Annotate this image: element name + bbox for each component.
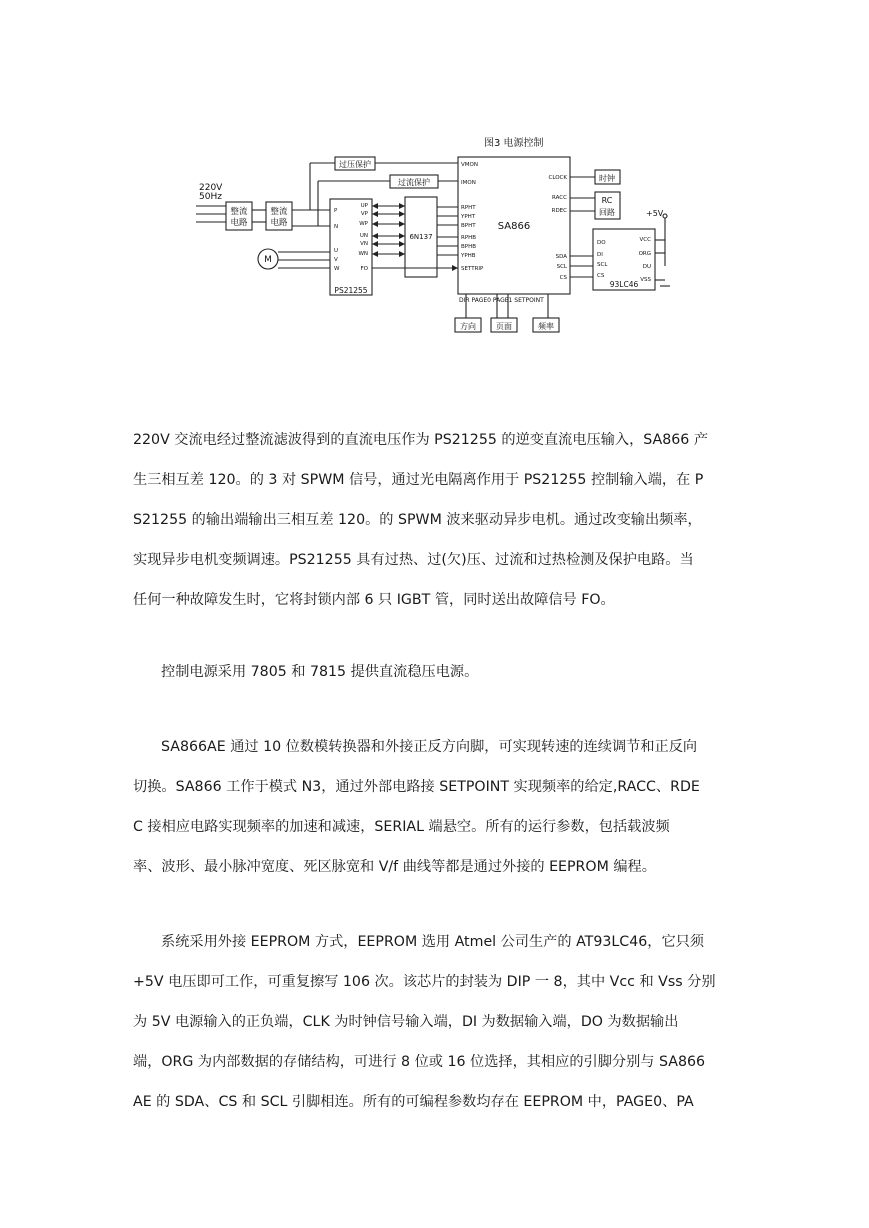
sa866-left-pin-8: SETTRIP [461,266,484,272]
sa866-right-pin-3: SDA [555,254,567,260]
paragraph-1-line-1: 220V 交流电经过整流滤波得到的直流电压作为 PS21255 的逆变直流电压输入，SA866 产 [133,432,709,448]
sa866-left-pin-5: RPHB [461,235,477,241]
rectifier-2-label: 整流 [270,207,288,217]
sa866-right-pin-5: CS [559,275,567,281]
sa866-left-pin-4: BPHT [461,223,476,229]
paragraph-1-line-3: S21255 的输出端输出三相互差 120。的 SPWM 波来驱动异步电机。通过改变输出频率， [133,512,702,528]
rectifier-2-label-2: 电路 [270,218,288,228]
figure-title: 图3 电源控制 [484,138,544,149]
ps21255-left-pin-0: P [334,208,338,214]
paragraph-4-line-1: 系统采用外接 EEPROM 方式，EEPROM 选用 Atmel 公司生产的 AT93LC46，它只须 [161,934,705,950]
direction-label: 方向 [460,322,476,331]
ps21255-right-pin-4: VN [360,241,368,247]
sa866-right-pin-1: RACC [552,195,567,201]
ps21255-left-pin-4: W [334,266,340,272]
eeprom-left-pin-3: CS [597,273,605,279]
sa866-right-pin-2: RDEC [551,208,567,214]
ps21255-right-pin-1: VP [360,211,368,217]
eeprom-label: 93LC46 [609,280,639,289]
sa866-left-pin-1: IMON [461,180,476,186]
eeprom-right-pin-3: VSS [640,277,651,283]
clock-label: 时钟 [599,174,615,183]
overcurrent-label: 过流保护 [398,178,430,187]
sa866-right-pin-0: CLOCK [548,175,567,181]
ps21255-right-pin-2: WP [359,221,368,227]
paragraph-3-line-2: 切换。SA866 工作于模式 N3，通过外部电路接 SETPOINT 实现频率的给定,RACC、RDE [133,779,700,795]
motor-label: M [264,255,272,265]
sa866-right-pin-4: SCL [556,264,567,270]
ps21255-left-pin-1: N [334,224,339,230]
rectifier-1-label-2: 电路 [230,218,248,228]
eeprom-left-pin-1: DI [597,252,603,258]
sa866-left-pin-3: YPHT [461,214,476,220]
paragraph-3 [133,727,737,887]
sa866-left-pin-2: RPHT [461,205,476,211]
ps21255-right-pin-3: UN [359,233,368,239]
paragraph-1-line-5: 任何一种故障发生时，它将封锁内部 6 只 IGBT 管，同时送出故障信号 FO。 [133,592,615,608]
paragraph-1-line-2: 生三相互差 120。的 3 对 SPWM 信号，通过光电隔离作用于 PS21255 控制输入端，在 P [133,472,704,488]
paragraph-2-line-1: 控制电源采用 7805 和 7815 提供直流稳压电源。 [161,664,479,680]
paragraph-4-line-2: +5V 电压即可工作，可重复擦写 106 次。该芯片的封装为 DIP 一 8，其中 Vcc 和 Vss 分别 [133,974,716,990]
frequency-label: 频率 [538,322,554,331]
ps21255-label: PS21255 [334,286,368,295]
ps21255-left-pin-3: V [334,257,338,263]
ps21255-right-pin-5: WN [358,251,368,257]
sa866-bottom-pins: DIR PAGE0 PAGE1 SETPOINT [459,297,544,304]
ps21255-right-pin-6: FO [360,266,368,272]
rectifier-1-label: 整流 [230,207,248,217]
paragraph-3-line-3: C 接相应电路实现频率的加速和减速，SERIAL 端悬空。所有的运行参数，包括载波频 [133,819,670,835]
paragraph-4-line-3: 为 5V 电源输入的正负端，CLK 为时钟信号输入端，DI 为数据输入端，DO 为数据输出 [133,1014,679,1030]
eeprom-right-pin-0: VCC [639,237,651,243]
rc-label-2: 回路 [599,208,615,217]
power-control-diagram [0,0,869,360]
rc-label: RC [601,196,613,205]
sa866-left-pin-0: VMON [461,162,478,168]
paragraph-3-line-1: SA866AE 通过 10 位数模转换器和外接正反方向脚，可实现转速的连续调节和正反向 [161,739,698,755]
paragraph-2 [133,652,737,692]
page-label: 页面 [496,322,512,331]
paragraph-3-line-4: 率、波形、最小脉冲宽度、死区脉宽和 V/f 曲线等都是通过外接的 EEPROM 编程。 [133,859,656,875]
vcc-supply-label: +5V [646,209,664,218]
paragraph-1 [133,420,737,620]
input-frequency-label: 50Hz [199,192,222,202]
ps21255-right-pin-0: UP [360,203,368,209]
paragraph-4-line-4: 端，ORG 为内部数据的存储结构，可进行 8 位或 16 位选择，其相应的引脚分别与 SA866 [133,1054,706,1070]
sa866-left-pin-7: YPHB [461,253,476,259]
eeprom-left-pin-0: DO [597,240,606,246]
overvoltage-label: 过压保护 [339,160,371,169]
ps21255-left-pin-2: U [334,248,339,254]
eeprom-right-pin-1: ORG [638,251,651,257]
paragraph-4-line-5: AE 的 SDA、CS 和 SCL 引脚相连。所有的可编程参数均存在 EEPROM 中，PAGE0、PA [133,1094,694,1110]
paragraph-1-line-4: 实现异步电机变频调速。PS21255 具有过热、过(欠)压、过流和过热检测及保护电路。当 [133,552,694,568]
sa866-label: SA866 [497,221,531,232]
optocoupler-label: 6N137 [409,233,433,241]
eeprom-left-pin-2: SCL [597,262,608,268]
eeprom-right-pin-2: DU [642,264,651,270]
paragraph-4 [133,922,737,1122]
input-voltage-label: 220V [199,183,223,193]
sa866-left-pin-6: BPHB [461,244,476,250]
